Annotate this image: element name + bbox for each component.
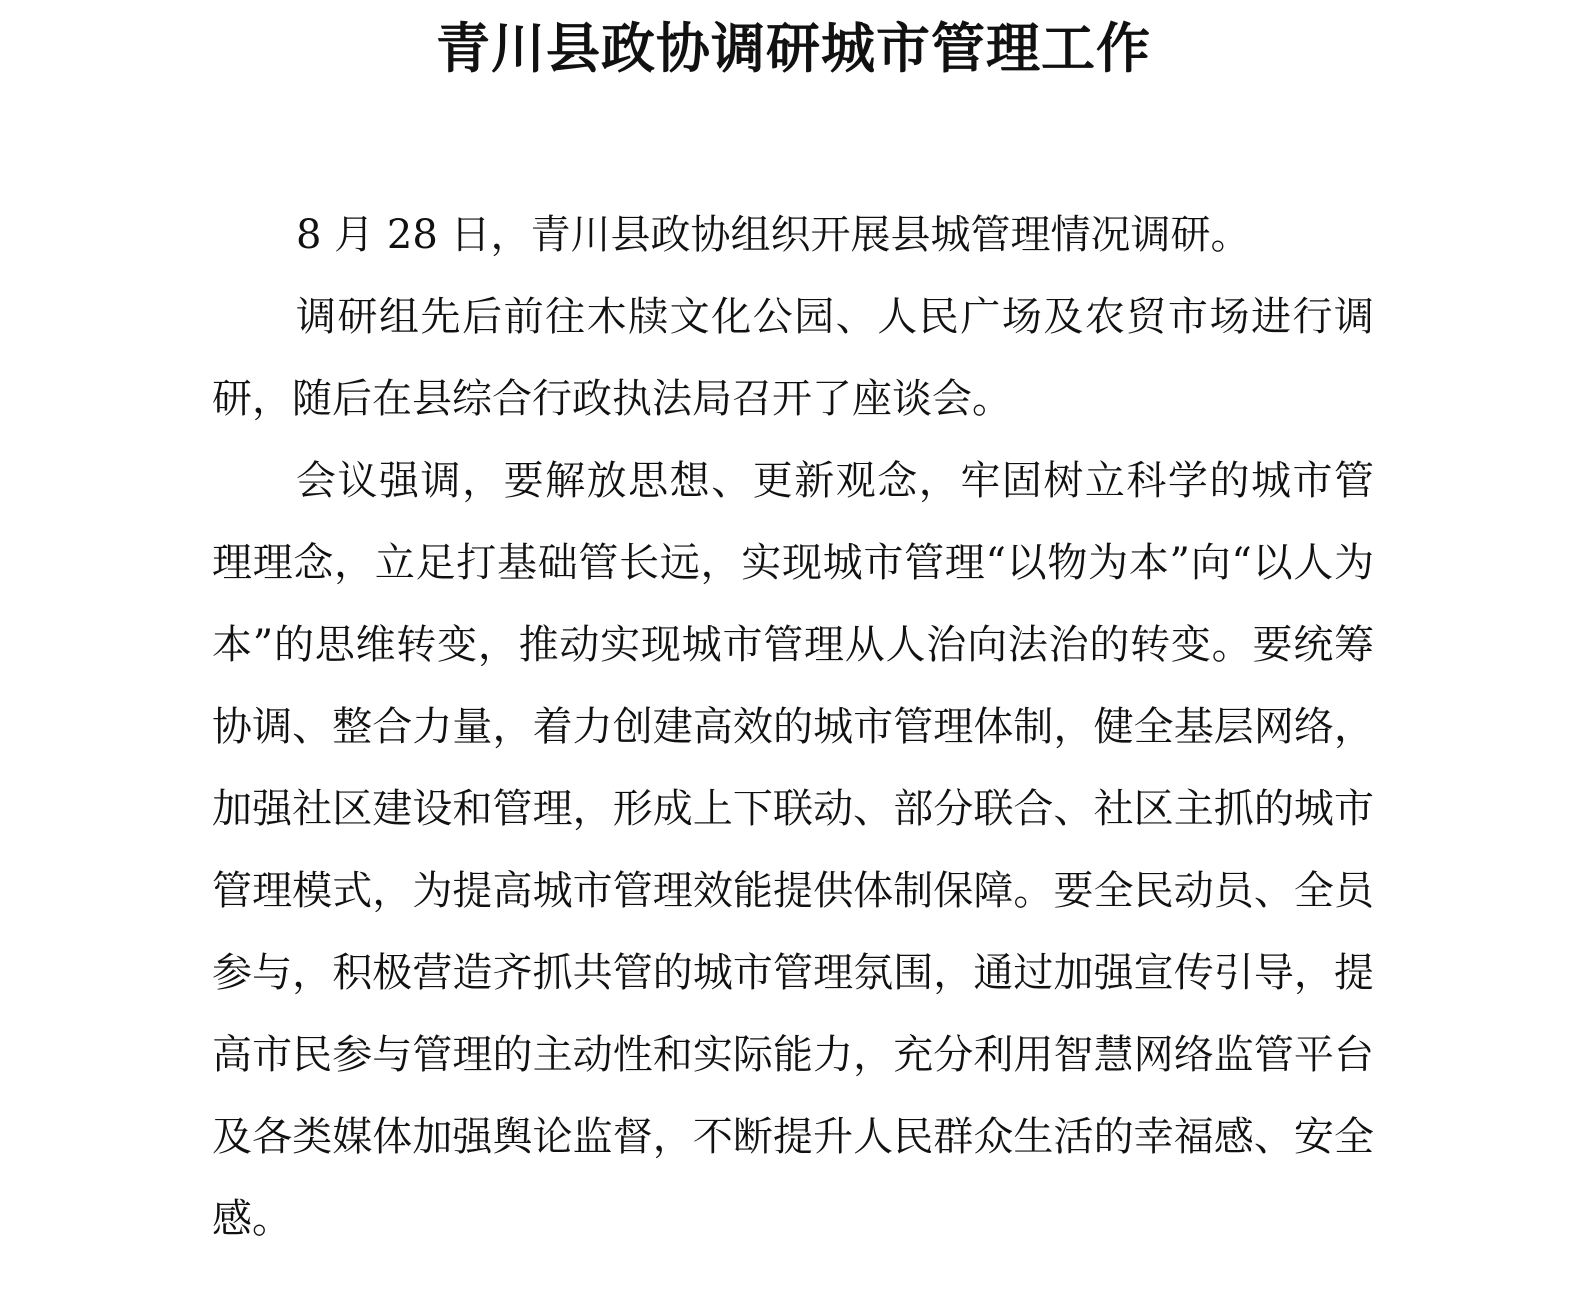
document-title: 青川县政协调研城市管理工作: [436, 16, 1151, 80]
paragraph-date: 8 月 28 日，青川县政协组织开展县城管理情况调研。: [296, 212, 1251, 258]
paragraph-visit: 调研组先后前往木牍文化公园、人民广场及农贸市场进行调研，随后在县综合行政执法局召开了座谈会。: [212, 294, 1374, 422]
paragraph-meeting: 会议强调，要解放思想、更新观念，牢固树立科学的城市管理理念，立足打基础管长远，实现城市管理“以物为本”向“以人为本”的思维转变，推动实现城市管理从人治向法治的转变。要统筹协调、整合力量，着力创建高效的城市管理体制，健全基层网络，加强社区建设和管理，形成上下联动、部分联合、社区主抓的城市管理模式，为提高城市管理效能提供体制保障。要全民动员、全员参与，积极营造齐抓共管的城市管理氛围，通过加强宣传引导，提高市民参与管理的主动性和实际能力，充分利用智慧网络监管平台及各类媒体加强舆论监督，不断提升人民群众生活的幸福感、安全感。: [212, 458, 1374, 1242]
document-body: [212, 194, 1374, 1260]
